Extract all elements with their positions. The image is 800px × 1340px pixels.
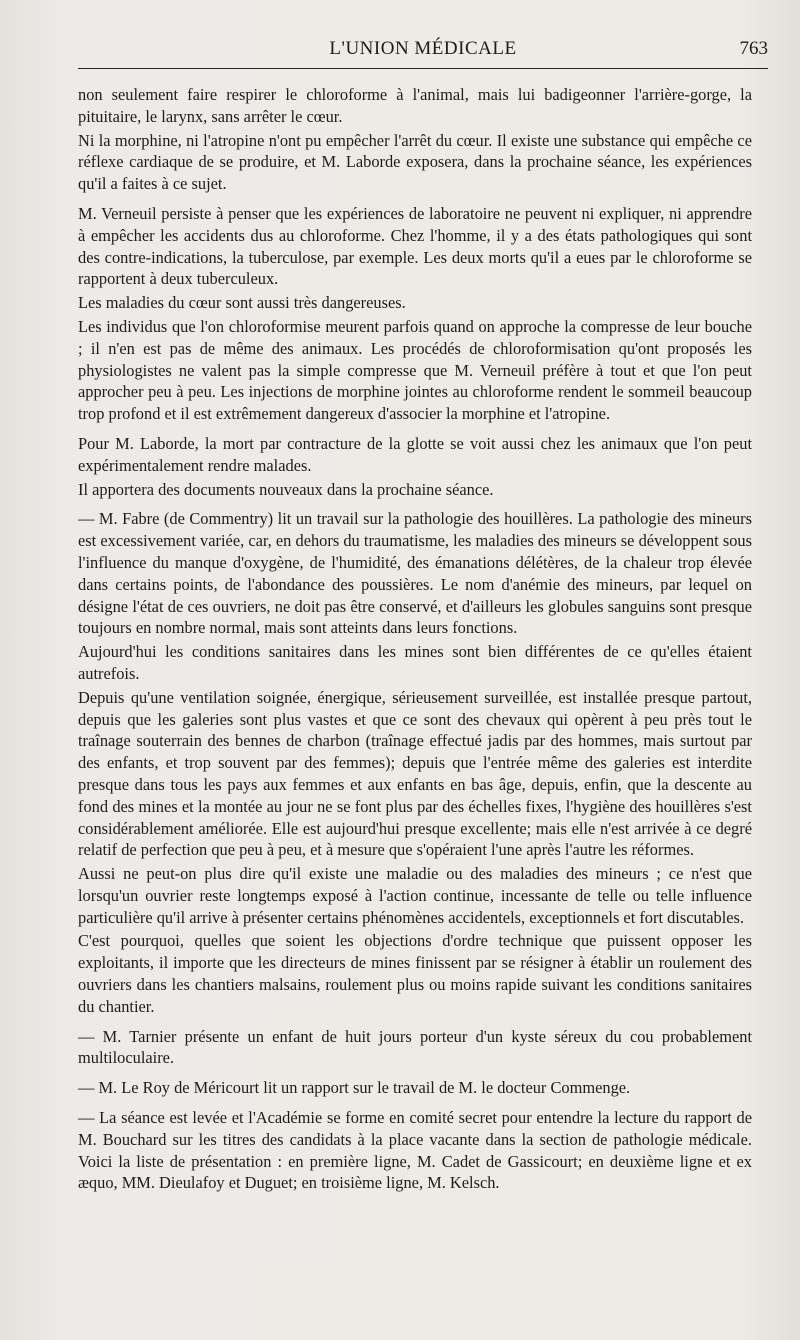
paragraph: — M. Tarnier présente un enfant de huit jours porteur d'un kyste séreux du cou probablement multiloculaire. (78, 1026, 752, 1068)
paragraph: C'est pourquoi, quelles que soient les objections d'ordre technique que puissent opposer les exploitants, il importe que les directeurs de mines finissent par se résigner à établir un roulement des ouvriers dans les chantiers malsains, roulement plus ou moins rapide suivant les conditions sanitaires du chantier. (78, 931, 752, 1016)
paragraph: Les maladies du cœur sont aussi très dangereuses. (78, 293, 406, 313)
paragraph: — M. Le Roy de Méricourt lit un rapport sur le travail de M. le docteur Commenge. (78, 1078, 631, 1098)
paragraph: non seulement faire respirer le chloroforme à l'animal, mais lui badigeonner l'arrière-gorge, la pituitaire, le larynx, sans arrêter le cœur. (78, 85, 752, 126)
paragraph: — La séance est levée et l'Académie se forme en comité secret pour entendre la lecture du rapport de M. Bouchard sur les titres des candidats à la place vacante dans la section de pathologie médicale. Voici la liste de présentation : en première ligne, M. Cadet de Gassicourt; en deuxième ligne et ex æquo, MM. Dieulafoy et Duguet; en troisième ligne, M. Kelsch. (78, 1108, 752, 1193)
page-number: 763 (739, 38, 768, 59)
paragraph: — M. Fabre (de Commentry) lit un travail sur la pathologie des houillères. La pathologie des mineurs est excessivement variée, car, en dehors du traumatisme, les maladies des mineurs se développent sous l'influence du manque d'oxygène, de l'humidité, des émanations délétères, de la chaleur trop élevée dans certains points, de l'abondance des poussières. Le nom d'anémie des mineurs, par lequel on désigne l'état de ces ouvriers, ne doit pas être conservé, et d'ailleurs les globules sanguins sont presque toujours en nombre normal, mais sont atteints dans leurs fonctions. (78, 509, 752, 638)
paragraph: Aujourd'hui les conditions sanitaires dans les mines sont bien différentes de ce qu'elles étaient autrefois. (78, 642, 752, 683)
paragraph: Les individus que l'on chloroformise meurent parfois quand on approche la compresse de leur bouche ; il n'en est pas de même des animaux. Les procédés de chloroformisation qu'ont proposés les physiologistes ne valent pas la simple compresse que M. Verneuil préfère à tout et que l'on peut approcher peu à peu. Les injections de morphine jointes au chloroforme rendent le sommeil beaucoup trop profond et il est extrêmement dangereux d'associer la morphine et l'atropine. (78, 316, 752, 424)
paragraph: M. Verneuil persiste à penser que les expériences de laboratoire ne peuvent ni expliquer, ni apprendre à empêcher les accidents dus au chloroforme. Chez l'homme, il y a des états pathologiques qui sont des contre-indications, la tuberculose, par exemple. Les deux morts qu'il a eues par le chloroforme se rapportent à deux tuberculeux. (78, 203, 752, 289)
paragraph: Il apportera des documents nouveaux dans la prochaine séance. (78, 479, 494, 499)
paragraph: Depuis qu'une ventilation soignée, énergique, sérieusement surveillée, est installée presque partout, depuis que les galeries sont plus vastes et que ce sont des chevaux qui opèrent à peu près tout le traînage souterrain des bennes de charbon (traînage effectué jadis par des hommes, mais surtout par des enfants, et trop souvent par des femmes); depuis que l'entrée même des galeries est interdite presque dans tous les pays aux femmes et aux enfants en bas âge, depuis, enfin, que la descente au fond des mines et la montée au jour ne se font plus par des échelles fixes, l'hygiène des houillères s'est considérablement améliorée. Elle est aujourd'hui presque excellente; mais elle n'est arrivée à ce degré relatif de perfection que peu à peu, et à mesure que s'opéraient l'une après l'autre les réformes. (78, 687, 752, 860)
paragraph: Aussi ne peut-on plus dire qu'il existe une maladie ou des maladies des mineurs ; ce n'est que lorsqu'un ouvrier reste longtemps exposé à l'action continue, incessante de telle ou telle influence particulière qu'il arrive à présenter certains phénomènes accidentels, exceptionnels et fort discutables. (78, 864, 752, 927)
journal-title: L'UNION MÉDICALE (329, 38, 517, 59)
running-header (78, 38, 768, 64)
paragraph: Pour M. Laborde, la mort par contracture de la glotte se voit aussi chez les animaux que l'on peut expérimentalement rendre malades. (78, 433, 752, 475)
paragraph: Ni la morphine, ni l'atropine n'ont pu empêcher l'arrêt du cœur. Il existe une substance qui empêche ce réflexe cardiaque de se produire, et M. Laborde exposera, dans la prochaine séance, les expériences qu'il a faites à ce sujet. (78, 130, 752, 194)
header-rule (78, 68, 768, 69)
article-body (78, 84, 752, 1196)
